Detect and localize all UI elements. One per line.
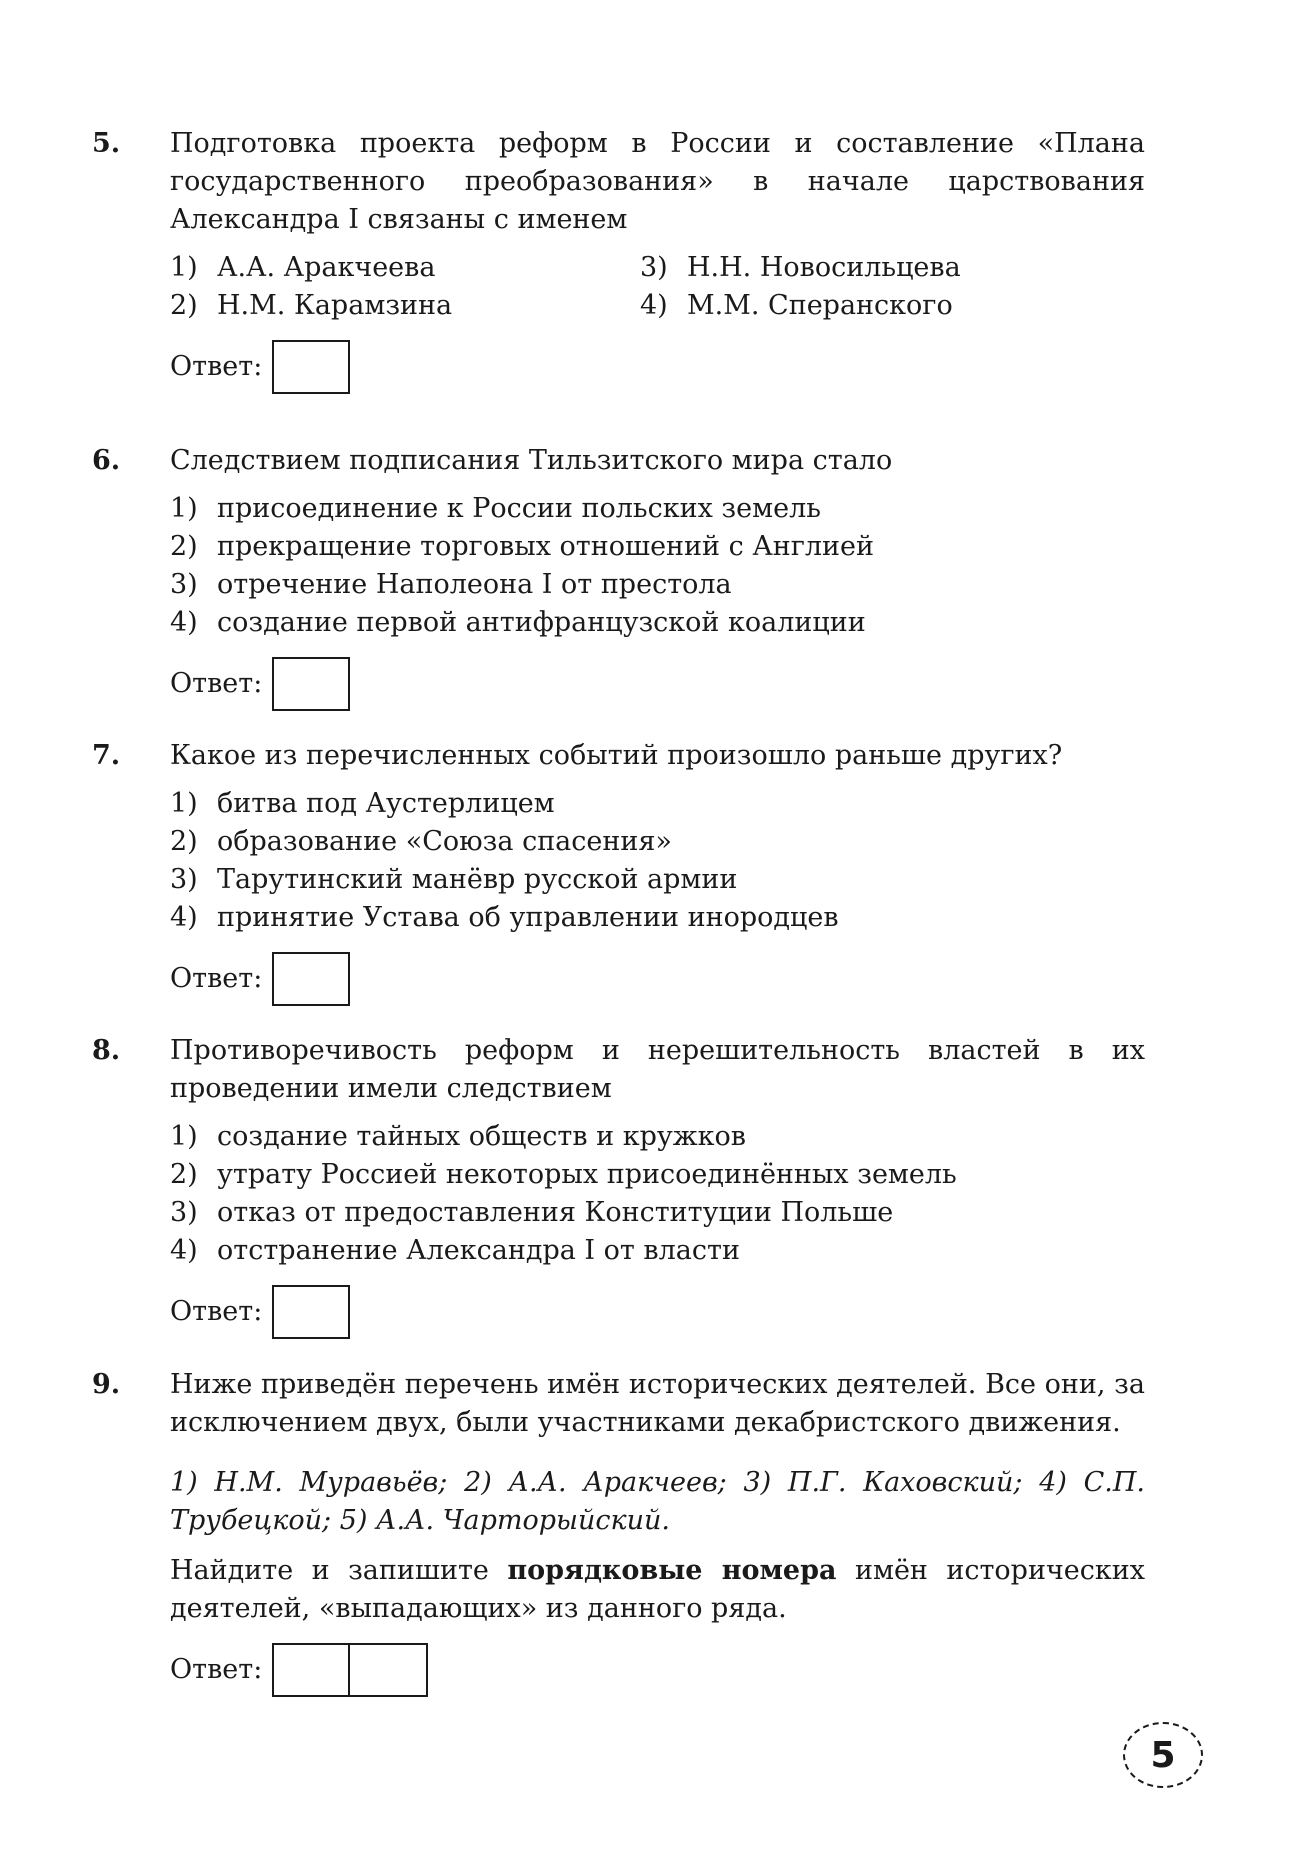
answer-label: Ответ:	[170, 1654, 263, 1685]
options-list	[170, 490, 1145, 642]
option-2: 2) прекращение торговых отношений с Англией	[170, 531, 875, 562]
answer-label: Ответ:	[170, 1296, 263, 1327]
option-1: 1) присоединение к России польских земель	[170, 493, 821, 524]
answer-row	[170, 1642, 1145, 1698]
question-number: 9.	[92, 1369, 121, 1400]
question-text: Противоречивость реформ и нерешительность властей в их проведении имели следствием	[170, 1035, 1145, 1104]
answer-row	[170, 656, 1145, 712]
answer-box[interactable]	[272, 1285, 350, 1339]
question-text: Какое из перечисленных событий произошло раньше других?	[170, 740, 1063, 771]
question-text: Следствием подписания Тильзитского мира стало	[170, 445, 893, 476]
option-2: 2) образование «Союза спасения»	[170, 826, 672, 857]
option-3: 3) Тарутинский манёвр русской армии	[170, 864, 738, 895]
question-number: 5.	[92, 128, 121, 159]
question-number: 7.	[92, 740, 121, 771]
option-1: 1) А.А. Аракчеева	[170, 252, 436, 283]
question-text: Ниже приведён перечень имён исторических деятелей. Все они, за исключением двух, были участниками декабристского движения.	[170, 1369, 1145, 1438]
options-list	[170, 249, 1145, 325]
question-number: 8.	[92, 1035, 121, 1066]
answer-label: Ответ:	[170, 351, 263, 382]
answer-box-1[interactable]	[272, 1643, 350, 1697]
page-number: 5	[1123, 1722, 1203, 1788]
answer-boxes	[272, 1643, 428, 1697]
option-2: 2) утрату Россией некоторых присоединённых земель	[170, 1159, 957, 1190]
answer-box[interactable]	[272, 952, 350, 1006]
names-list: 1) Н.М. Муравьёв; 2) А.А. Аракчеев; 3) П.Г. Каховский; 4) С.П. Трубецкой; 5) А.А. Чарторыйский.	[170, 1467, 1145, 1536]
option-4: 4) принятие Устава об управлении инородцев	[170, 902, 839, 933]
option-3: 3) отречение Наполеона I от престола	[170, 569, 732, 600]
answer-box[interactable]	[272, 340, 350, 394]
option-4: 4) М.М. Сперанского	[640, 290, 953, 321]
option-3: 3) отказ от предоставления Конституции Польше	[170, 1197, 894, 1228]
option-3: 3) Н.Н. Новосильцева	[640, 252, 961, 283]
options-list	[170, 785, 1145, 937]
question-text: Подготовка проекта реформ в России и составление «Плана государственного преобразования» в начале царствования Александра I связаны с именем	[170, 128, 1145, 235]
option-4: 4) отстранение Александра I от власти	[170, 1235, 740, 1266]
answer-label: Ответ:	[170, 963, 263, 994]
answer-row	[170, 1284, 1145, 1340]
option-1: 1) создание тайных обществ и кружков	[170, 1121, 746, 1152]
options-list	[170, 1118, 1145, 1270]
answer-box-2[interactable]	[350, 1643, 428, 1697]
option-1: 1) битва под Аустерлицем	[170, 788, 555, 819]
answer-row	[170, 339, 1145, 395]
question-instruction: Найдите и запишите порядковые номера имён исторических деятелей, «выпадающих» из данного ряда.	[170, 1555, 1146, 1624]
option-4: 4) создание первой антифранцузской коалиции	[170, 607, 866, 638]
answer-box[interactable]	[272, 657, 350, 711]
question-number: 6.	[92, 445, 121, 476]
option-2: 2) Н.М. Карамзина	[170, 290, 453, 321]
answer-row	[170, 951, 1145, 1007]
answer-label: Ответ:	[170, 668, 263, 699]
